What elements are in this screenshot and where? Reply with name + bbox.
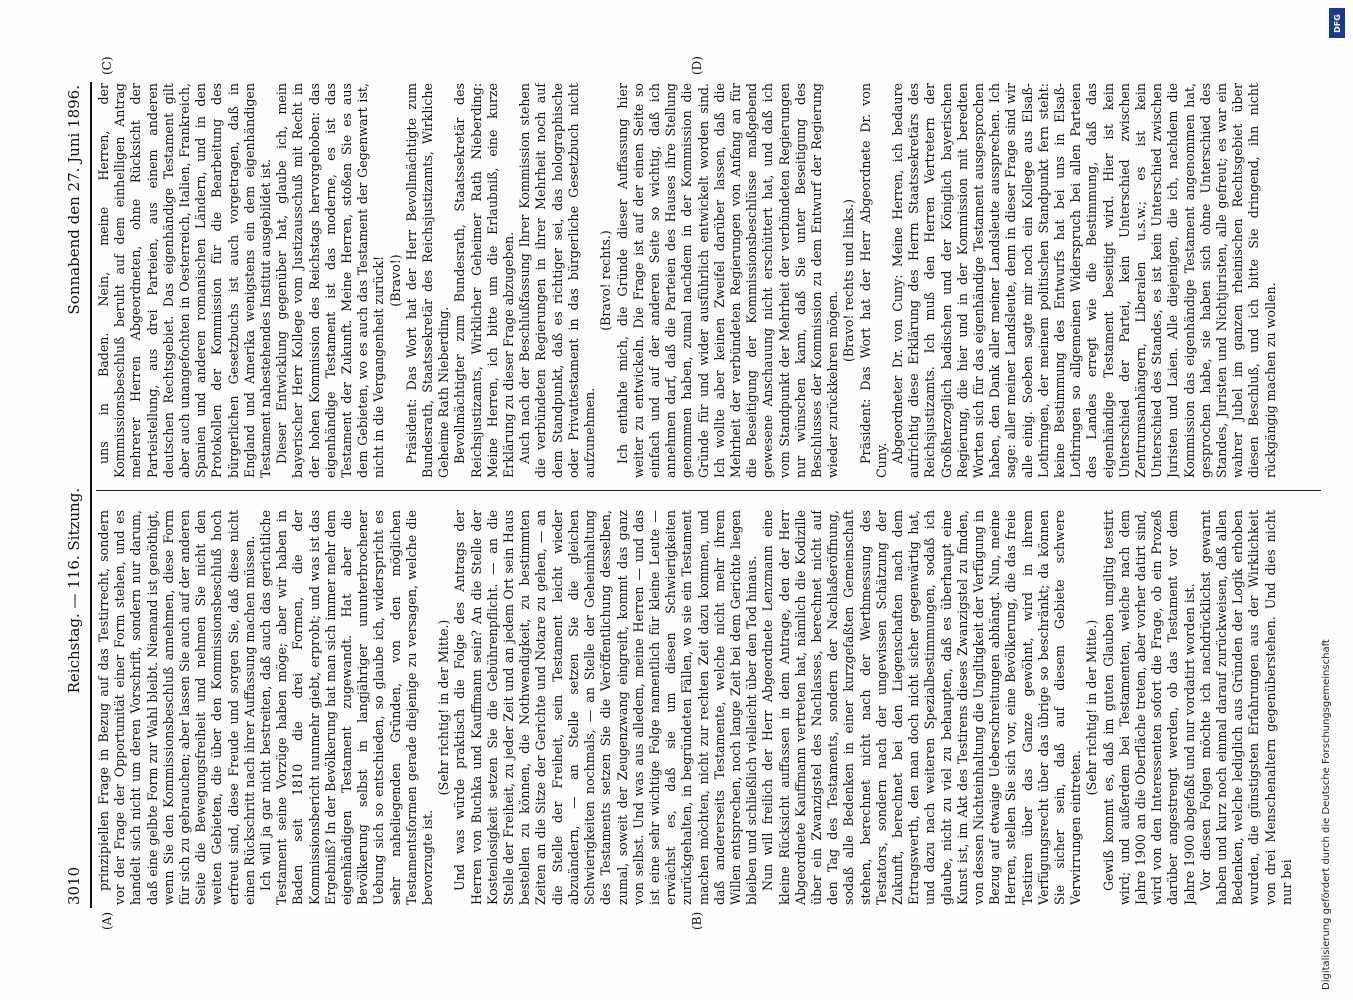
speaker-paragraph: Präsident: Das Wort hat der Herr Bevollmächtigte zum Bundesrath, Staatssekretär des Reichsjustizamts, Wirkliche Geheime Rath Nieberding. <box>403 83 452 478</box>
interjection: (Sehr richtig! in der Mitte.) <box>436 619 452 796</box>
page-number: 3010 <box>65 866 83 905</box>
header-rule <box>90 82 92 908</box>
margin-mark-b: (B) <box>690 911 704 930</box>
interjection: (Bravo! rechts und links.) <box>841 198 857 363</box>
margin-mark-a: (A) <box>100 911 114 930</box>
speaker-paragraph: Abgeordneter Dr. von Cuny: Meine Herren, ich bedaure aufrichtig diese Erklärung des Herrn Staatssekretärs des Reichsjustizamts. Ich muß den Herren Vertretern der Großherzoglich badischen und der Königlich bayerischen Regierung, die hier und in der Kommission mit beredten Worten sich für das eigenhändige Testament ausgesprochen haben, den Dank aller meiner Landsleute aussprechen. Ich sage: aller meiner Landsleute, denn in dieser Frage sind wir alle einig. Soeben sagte mir noch ein Kollege aus Elsaß-Lothringen, der meinem politischen Standpunkt fern steht: keine Bestimmung des Entwurfs hat bei uns in Elsaß-Lothringen so allgemeinen Widerspruch bei allen Parteien des Landes erregt wie die Bestimmung, daß das eigenhändige Testament beseitigt wird. Hier ist kein Unterschied der Partei, kein Unterschied zwischen Zentrumsanhängern, Liberalen u.s.w.; es ist kein Unterschied des Standes, es ist kein Unterschied zwischen Juristen und Laien. Alle diejenigen, die ich, nachdem die Kommission das eigenhändige Testament angenommen hat, gesprochen habe, sie haben sich ohne Unterschied des Standes, Juristen und Nichtjuristen, alle gefreut; es war ein wahrer Jubel im ganzen rheinischen Rechtsgebiet über diesen Beschluß, und ich bitte Sie dringend, ihn nicht rückgängig machen zu wollen. <box>889 83 1278 478</box>
interjection: (Bravo!) <box>387 254 403 307</box>
session-date: Sonnabend den 27. Juni 1896. <box>65 85 83 315</box>
footer-text: Digitalisierung gefördert durch die Deutsche Forschungsgemeinschaft <box>1321 639 1332 990</box>
paragraph: prinzipiellen Frage in Bezug auf das Testirrecht, sondern vor der Frage der Opportunität einer Form stehen, und es handelt sich nicht um deren Vorschrift, sondern nur darum, daß eine gelbte Form zur Wahl bleibt. Niemand ist genöthigt, wenn Sie den Kommissionsbeschluß annehmen, diese Form für sich zu gebrauchen; aber lassen Sie auch auf der anderen Seite die Bewegungsfreiheit und nehmen Sie nicht den weiten Gebieten, die über den Kommissionsbeschluß hoch erfreut sind, diese Freude und sorgen Sie, daß diese nicht einen Rückschritt nach ihrer Auffassung machen müssen. <box>96 510 257 905</box>
left-column <box>96 510 1326 905</box>
paragraph: uns in Baden. Nein, meine Herren, der Kommissionsbeschluß beruht auf dem einhelligen Antrag mehrerer Herren Abgeordneten, ohne Rücksicht der Parteistellung, aus drei Parteien, aus einem anderen deutschen Rechtsgebiet. Das eigenhändige Testament gilt aber auch unangefochten in Oesterreich, Italien, Frankreich, Spanien und anderen romanischen Ländern, und in den Protokollen der Kommission für die Bearbeitung des bürgerlichen Gesetzbuchs ist auch vorgetragen, daß in England und Amerika wenigstens ein dem eigenhändigen Testament nahestehendes Institut ausgebildet ist. <box>96 83 274 478</box>
margin-mark-d: (D) <box>690 56 704 75</box>
paragraph: Auch nach der Beschlußfassung Ihrer Kommission stehen die verbündeten Regierungen in ihrer Mehrheit noch auf dem Standpunkt, daß es richtiger sei, das holographische oder Privattestament in das bürgerliche Gesetzbuch nicht aufzunehmen. <box>517 83 598 478</box>
paragraph: Ich will ja gar nicht bestreiten, daß auch das gerichtliche Testament seine Vorzüge haben möge; aber wir haben in Baden seit 1810 die drei Formen, die der Kommissionsbericht nunmehr giebt, erprobt; und was ist das Ergebniß? In der Bevölkerung hat man sich immer mehr dem eigenhändigen Testament zugewandt. Hat aber die Bevölkerung selbst in langjähriger ununterbrochener Uebung sich so entschieden, so glaube ich, widerspricht es sehr naheliegenden Gründen, von den möglichen Testamentsformen gerade diejenige zu versagen, welche die bevorzugte ist. <box>258 510 436 905</box>
speaker-paragraph: Bevollmächtigter zum Bundesrath, Staatssekretär des Reichsjustizamts, Wirklicher Geheimer Rath Nieberding: Meine Herren, ich bitte um die Erlaubniß, eine kurze Erklärung zu dieser Frage abzugeben. <box>452 83 517 478</box>
paragraph: Ich enthalte mich, die Gründe dieser Auffassung hier weiter zu entwickeln. Die Frage ist auf der einen Seite so einfach und auf der anderen Seite so wichtig, daß ich annehmen darf, daß die Parteien des Hauses ihre Stellung genommen haben, zumal nachdem in der Kommission die Gründe für und wider ausführlich entwickelt worden sind. Ich wollte aber keinen Zweifel darüber lassen, daß die Mehrheit der verbündeten Regierungen von Anfang an für die Beseitigung der Kommissionsbeschlüsse maßgebend gewesene Anschauung nicht erschüttert hat, und daß ich vom Standpunkt der Mehrheit der verbündeten Regierungen nur wünschen kann, daß Sie unter Beseitigung des Beschlusses der Kommission zu dem Entwurf der Regierung wieder zurückkehren mögen. <box>614 83 841 478</box>
page-header <box>62 85 86 905</box>
right-column <box>96 83 1326 478</box>
interjection: (Bravo! rechts.) <box>598 230 614 331</box>
paragraph: Gewiß kommt es, daß im guten Glauben ungiltig testirt wird; und außerdem bei Testamenten, welche nach dem Jahre 1900 an die Oberfläche treten, aber vorher datirt sind, wird von den Interessenten sofort die Frage, ob ein Prozeß darüber angestrengt werden, ob das Testament vor dem Jahre 1900 abgefaßt und nur vordatirt worden ist. <box>1100 510 1197 905</box>
column-divider <box>96 490 1321 491</box>
margin-mark-c: (C) <box>100 56 114 75</box>
interjection: (Sehr richtig! in der Mitte.) <box>1084 619 1100 796</box>
dfg-logo: DFG <box>1329 8 1345 38</box>
paragraph: Nun will freilich der Herr Abgeordnete Lenzmann eine kleine Rücksicht auffassen in dem Antrage, den der Herr Abgeordnete Kauffmann vertreten hat, nämlich die Kodizille über ein Zwanzigstel des Nachlasses, berechnet nicht auf den Tag des Testaments, sondern der Nachlaßeröffnung, sodaß alle Bedenken in einer kurzgefaßten Gemeinschaft stehen, berechnet nicht nach der Werthmessung des Testators, sondern nach der ungewissen Schätzung der Zukunft, berechnet bei den Liegenschaften nach dem Ertragswerth, den man doch nicht sicher gegenwärtig hat, und dazu nach weiteren Spezialbestimmungen, sodaß ich glaube, nicht zu viel zu behaupten, daß es überhaupt eine Kunst ist, im Akt des Testirens dieses Zwanzigstel zu finden, von dessen Nichteinhaltung die Ungiltigkeit der Verfügung in Bezug auf etwaige Ueberschreitungen abhängt. Nun, meine Herren, stellen Sie sich vor, eine Bevölkerung, die das freie Testiren über das Ganze gewöhnt, wird in ihrem Verfügungsrecht über das übrige so beschränkt; da können Sie sicher sein, daß auf diesem Gebiete schwere Verwirrungen eintreten. <box>760 510 1084 905</box>
paragraph: Und was würde praktisch die Folge des Antrags der Herren von Buchka und Kauffmann sein? An die Stelle der Kostenlosigkeit setzen Sie die Gebührenpflicht. — an die Stelle der Freiheit, zu jeder Zeit und an jedem Ort sein Haus bestellen zu können, die Nothwendigkeit, zu bestimmten Zeiten an die Sitze der Gerichte und Notare zu gehen, — an die Stelle der Freiheit, sein Testament leicht wieder abzuändern, — an Stelle setzen Sie die gleichen Schwierigkeiten nochmals, — an Stelle der Geheimhaltung des Testaments setzen Sie die Veröffentlichung desselben, zumal, soweit der Zeugenzwang eingreift, kommt das ganz von selbst. Und was aus alledem, meine Herren — und das ist eine sehr wichtige Folge namentlich für kleine Leute — erwächst es, daß sie um diesen Schwierigkeiten zurückgehalten, in begründeten Fällen, wo sie ein Testament machen möchten, nicht zur rechten Zeit dazu kommen, und daß andererseits Testamente, welche nicht mehr ihrem Willen entsprechen, noch lange Zeit bei dem Gerichte liegen bleiben und schließlich vielleicht über den Tod hinaus. <box>452 510 760 905</box>
digitization-footer <box>1319 10 1349 990</box>
session-title: Reichstag. — 116. Sitzung. <box>65 487 83 694</box>
paragraph: Vor diesen Folgen möchte ich nachdrücklichst gewarnt haben und kurz noch einmal darauf zurückweisen, daß allen Bedenken, welche lediglich aus Gründen der Logik erhoben wurden, die günstigsten Erfahrungen aus der Wirklichkeit von drei Menschenaltern gegenüberstehen. Und dies nicht nur bei <box>1197 510 1294 905</box>
paragraph: Dieser Entwicklung gegenüber hat, glaube ich, mein bayerischer Herr Kollege vom Justizausschuß mit Recht in der hohen Kommission des Reichstags hervorgehoben: das eigenhändige Testament ist das moderne, es ist das Testament der Zukunft. Meine Herren, stoßen Sie es aus dem Gebieten, wo es auch das Testament der Gegenwart ist, nicht in die Vergangenheit zurück! <box>274 83 387 478</box>
speaker-paragraph: Präsident: Das Wort hat der Herr Abgeordnete Dr. von Cuny. <box>857 83 889 478</box>
